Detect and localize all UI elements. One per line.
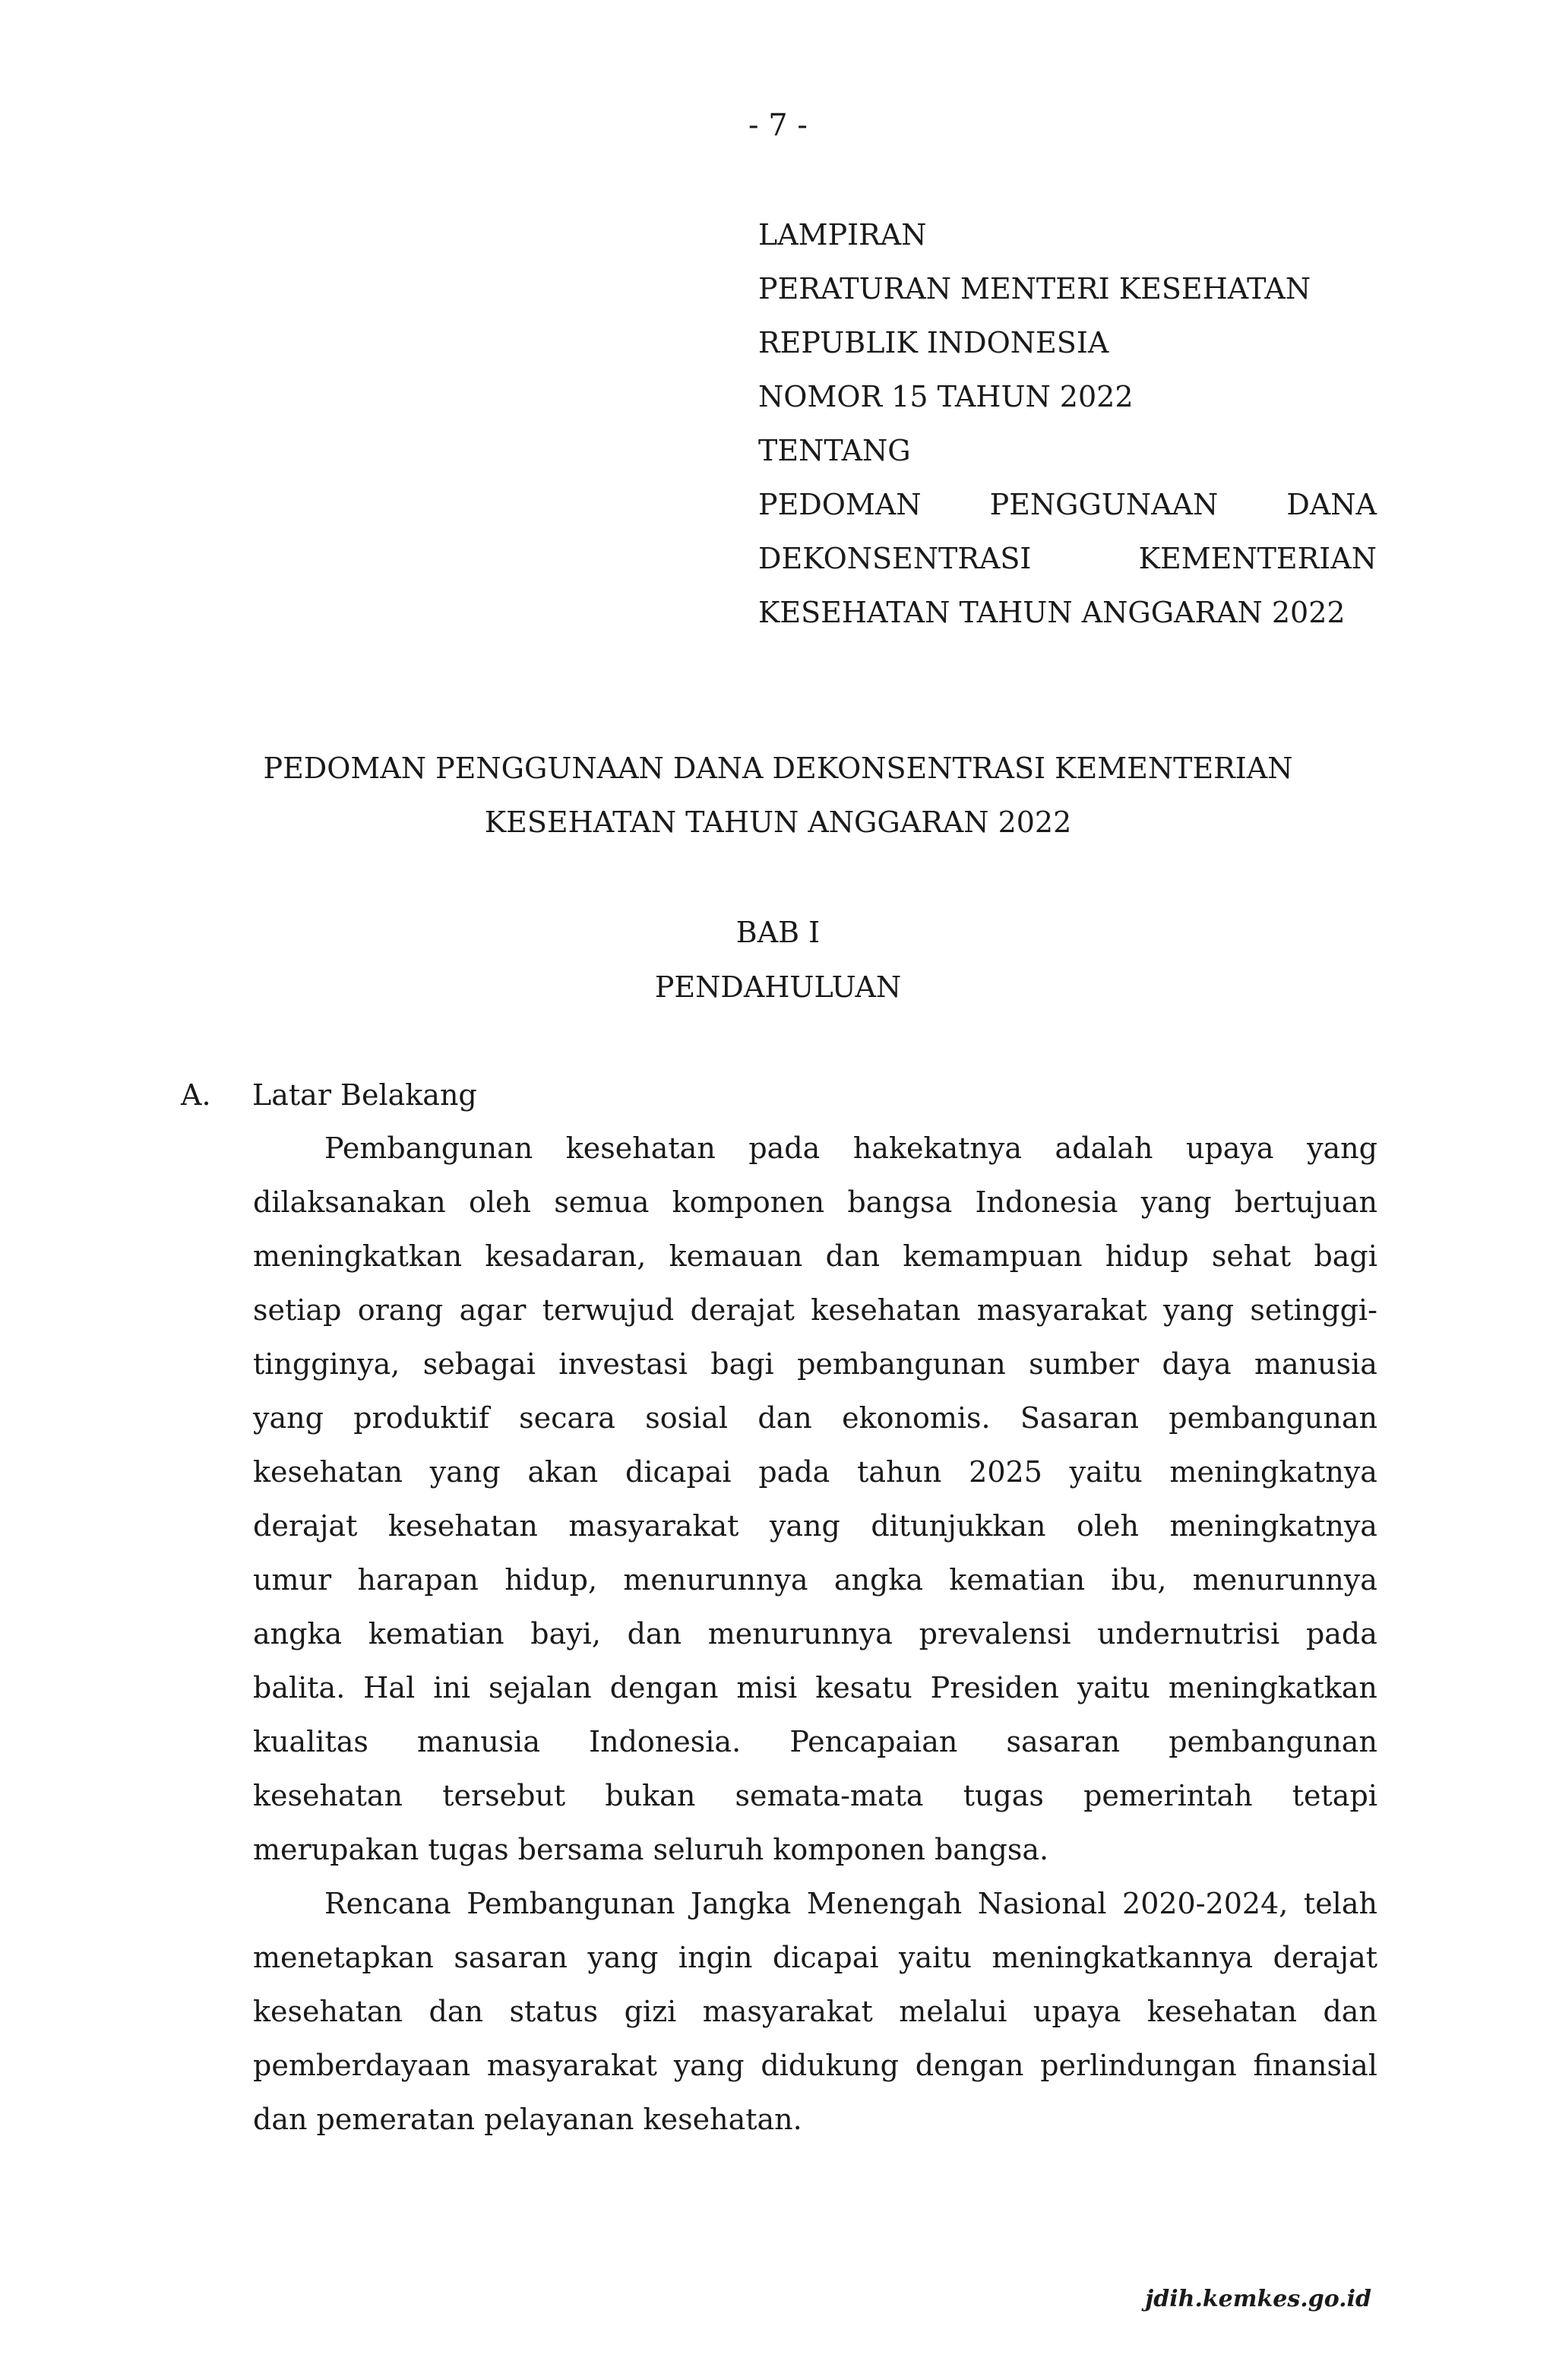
word: menetapkan: [253, 1941, 434, 1974]
word: menurunnya: [1192, 1563, 1377, 1597]
word: 2020-2024,: [1122, 1887, 1289, 1920]
lampiran-line: [758, 375, 1377, 429]
paragraph-line: [253, 1287, 1377, 1340]
word: yang: [1140, 1185, 1212, 1219]
lampiran-line: [758, 590, 1377, 644]
word: tahun: [857, 1455, 942, 1489]
word: hidup: [1105, 1239, 1189, 1273]
lampiran-line: [758, 213, 1377, 267]
word: tugas: [963, 1779, 1044, 1812]
word: dicapai: [625, 1455, 732, 1489]
word: kesehatan: [565, 1131, 716, 1165]
word: misi: [736, 1671, 798, 1704]
paragraph-line: [253, 1233, 1377, 1287]
word: dan: [627, 1617, 682, 1650]
lampiran-line: [758, 321, 1377, 375]
word: produktif: [353, 1401, 489, 1435]
word: umur: [253, 1563, 332, 1597]
word: PEDOMAN: [758, 488, 922, 521]
word: undernutrisi: [1097, 1617, 1280, 1650]
word: perlindungan: [1040, 2049, 1237, 2082]
paragraph-line: [253, 2096, 1377, 2150]
chapter-heading: [0, 909, 1556, 1018]
word: hidup,: [504, 1563, 598, 1597]
word: Rencana: [324, 1887, 451, 1920]
word: manusia: [1254, 1347, 1377, 1381]
chapter-number: BAB I: [735, 916, 821, 949]
word: finansial: [1253, 2049, 1377, 2082]
word: DANA: [1286, 488, 1377, 521]
word: masyarakat: [702, 1995, 873, 2028]
word: bertujuan: [1234, 1185, 1377, 1219]
word: upaya: [1033, 1995, 1121, 2028]
word: pada: [1305, 1617, 1377, 1650]
word: pembangunan: [797, 1347, 1006, 1381]
footer-source-url[interactable]: jdih.kemkes.go.id: [1145, 2286, 1371, 2312]
word: ingin: [678, 1941, 753, 1974]
paragraph-line: [253, 1179, 1377, 1233]
word: Pencapaian: [789, 1725, 958, 1758]
lampiran-line: [758, 483, 1377, 536]
word: yang: [587, 1941, 659, 1974]
word: pada: [748, 1131, 821, 1165]
word: kemauan: [669, 1239, 803, 1273]
word: investasi: [558, 1347, 688, 1381]
word: melalui: [899, 1995, 1007, 2028]
word: Menengah: [806, 1887, 963, 1920]
word: sejalan: [488, 1671, 592, 1704]
word: dan pemeratan pelayanan kesehatan.: [253, 2103, 802, 2136]
paragraph-line: [253, 1664, 1377, 1718]
paragraph-line: [253, 1988, 1377, 2042]
paragraph-line: [253, 1394, 1377, 1448]
word: DEKONSENTRASI: [758, 542, 1032, 575]
word: terwujud: [542, 1293, 675, 1327]
word: sasaran: [454, 1941, 568, 1974]
section-letter: A.: [181, 1078, 211, 1112]
word: sebagai: [422, 1347, 536, 1381]
document-title-line: KESEHATAN TAHUN ANGGARAN 2022: [484, 805, 1072, 839]
word: sasaran: [1006, 1725, 1121, 1758]
word: dengan: [609, 1671, 719, 1704]
word: Pembangunan: [466, 1887, 675, 1920]
word: dicapai: [772, 1941, 879, 1974]
word: kesadaran,: [485, 1239, 647, 1273]
word: tetapi: [1292, 1779, 1377, 1812]
paragraph-line: [253, 1340, 1377, 1394]
paragraph-line: [253, 1502, 1377, 1556]
word: orang: [357, 1293, 444, 1327]
word: didukung: [761, 2049, 899, 2082]
word: bagi: [1314, 1239, 1377, 1273]
word: kualitas: [253, 1725, 368, 1758]
document-title: [0, 745, 1556, 853]
word: bayi,: [530, 1617, 601, 1650]
word: masyarakat: [976, 1293, 1147, 1327]
word: kesehatan: [253, 1455, 403, 1489]
paragraph-line: [253, 1718, 1377, 1772]
word: angka: [833, 1563, 923, 1597]
word: NOMOR 15 TAHUN 2022: [758, 380, 1134, 413]
word: yang: [1307, 1131, 1377, 1165]
word: Indonesia: [975, 1185, 1118, 1219]
word: REPUBLIK INDONESIA: [758, 326, 1109, 359]
word: tersebut: [442, 1779, 566, 1812]
word: pembangunan: [1169, 1401, 1377, 1435]
word: balita.: [253, 1671, 346, 1704]
word: sumber: [1029, 1347, 1140, 1381]
word: kesehatan: [1146, 1995, 1297, 2028]
paragraph-line: [253, 1610, 1377, 1664]
word: kesatu: [815, 1671, 912, 1704]
word: ini: [433, 1671, 470, 1704]
word: komponen: [672, 1185, 825, 1219]
chapter-name: PENDAHULUAN: [654, 970, 902, 1004]
paragraph-line: [253, 1556, 1377, 1610]
word: Nasional: [977, 1887, 1107, 1920]
word: Jangka: [690, 1887, 792, 1920]
word: yaitu: [899, 1941, 972, 1974]
word: bagi: [710, 1347, 774, 1381]
section-heading: [181, 1071, 477, 1119]
word: derajat: [253, 1509, 358, 1543]
body-text: [253, 1125, 1377, 2150]
paragraph-line: [253, 1880, 1377, 1934]
word: dengan: [915, 2049, 1024, 2082]
word: menurunnya: [623, 1563, 808, 1597]
word: harapan: [357, 1563, 479, 1597]
word: kesehatan: [253, 1779, 403, 1812]
word: meningkatkan: [1168, 1671, 1377, 1704]
word: yaitu: [1069, 1455, 1143, 1489]
word: pada: [758, 1455, 830, 1489]
word: pemerintah: [1083, 1779, 1253, 1812]
paragraph-line: [253, 1826, 1377, 1880]
word: semua: [554, 1185, 650, 1219]
word: dan: [1323, 1995, 1377, 2028]
word: meningkatkannya: [991, 1941, 1254, 1974]
word: oleh: [468, 1185, 531, 1219]
word: akan: [527, 1455, 599, 1489]
word: Pembangunan: [324, 1131, 533, 1165]
word: merupakan tugas bersama seluruh komponen bangsa.: [253, 1833, 1049, 1866]
word: dan: [429, 1995, 483, 2028]
word: setiap: [253, 1293, 342, 1327]
word: pembangunan: [1169, 1725, 1377, 1758]
word: menurunnya: [707, 1617, 893, 1650]
word: kematian: [949, 1563, 1086, 1597]
page-number: - 7 -: [748, 108, 808, 143]
word: kesehatan: [387, 1509, 538, 1543]
word: 2025: [969, 1455, 1042, 1489]
word: oleh: [1076, 1509, 1139, 1543]
word: semata-mata: [735, 1779, 924, 1812]
word: yang: [673, 2049, 745, 2082]
word: PERATURAN MENTERI KESEHATAN: [758, 272, 1311, 305]
lampiran-line: [758, 429, 1377, 483]
word: setinggi-: [1250, 1293, 1377, 1327]
word: angka: [253, 1617, 343, 1650]
word: tingginya,: [253, 1347, 400, 1381]
word: hakekatnya: [852, 1131, 1023, 1165]
paragraph-line: [253, 2042, 1377, 2096]
word: yang: [769, 1509, 840, 1543]
word: Hal: [363, 1671, 416, 1704]
word: sehat: [1211, 1239, 1292, 1273]
word: derajat: [690, 1293, 795, 1327]
word: LAMPIRAN: [758, 218, 927, 252]
word: kemampuan: [903, 1239, 1083, 1273]
word: KEMENTERIAN: [1138, 542, 1377, 575]
word: meningkatkan: [253, 1239, 463, 1273]
word: dan: [757, 1401, 812, 1435]
word: kematian: [368, 1617, 504, 1650]
lampiran-block: [758, 213, 1377, 644]
lampiran-line: [758, 267, 1377, 321]
word: ditunjukkan: [871, 1509, 1046, 1543]
word: yaitu: [1077, 1671, 1150, 1704]
word: secara: [519, 1401, 615, 1435]
word: agar: [459, 1293, 527, 1327]
word: bangsa: [847, 1185, 953, 1219]
word: meningkatnya: [1169, 1455, 1377, 1489]
word: bukan: [605, 1779, 696, 1812]
section-title: Latar Belakang: [252, 1078, 477, 1112]
word: PENGGUNAAN: [989, 488, 1219, 521]
document-title-line: PEDOMAN PENGGUNAAN DANA DEKONSENTRASI KEMENTERIAN: [263, 752, 1293, 785]
word: TENTANG: [758, 434, 911, 467]
word: masyarakat: [486, 2049, 657, 2082]
word: telah: [1303, 1887, 1377, 1920]
word: derajat: [1273, 1941, 1377, 1974]
word: meningkatnya: [1169, 1509, 1377, 1543]
paragraph-line: [253, 1772, 1377, 1826]
paragraph-line: [253, 1125, 1377, 1179]
word: dilaksanakan: [253, 1185, 446, 1219]
word: yang: [1163, 1293, 1235, 1327]
word: ibu,: [1111, 1563, 1167, 1597]
word: status: [509, 1995, 599, 2028]
word: gizi: [624, 1995, 677, 2028]
word: Indonesia.: [589, 1725, 742, 1758]
lampiran-line: [758, 536, 1377, 590]
word: yang: [253, 1401, 324, 1435]
word: dan: [825, 1239, 881, 1273]
word: ekonomis.: [842, 1401, 991, 1435]
word: manusia: [417, 1725, 540, 1758]
word: kesehatan: [811, 1293, 961, 1327]
paragraph-line: [253, 1934, 1377, 1988]
word: sosial: [645, 1401, 729, 1435]
word: masyarakat: [568, 1509, 739, 1543]
word: KESEHATAN TAHUN ANGGARAN 2022: [758, 596, 1346, 629]
word: Sasaran: [1020, 1401, 1140, 1435]
word: adalah: [1055, 1131, 1153, 1165]
word: kesehatan: [253, 1995, 403, 2028]
word: daya: [1162, 1347, 1232, 1381]
word: prevalensi: [919, 1617, 1071, 1650]
paragraph-line: [253, 1448, 1377, 1502]
word: pemberdayaan: [253, 2049, 471, 2082]
word: Presiden: [930, 1671, 1059, 1704]
word: yang: [429, 1455, 501, 1489]
word: upaya: [1185, 1131, 1274, 1165]
